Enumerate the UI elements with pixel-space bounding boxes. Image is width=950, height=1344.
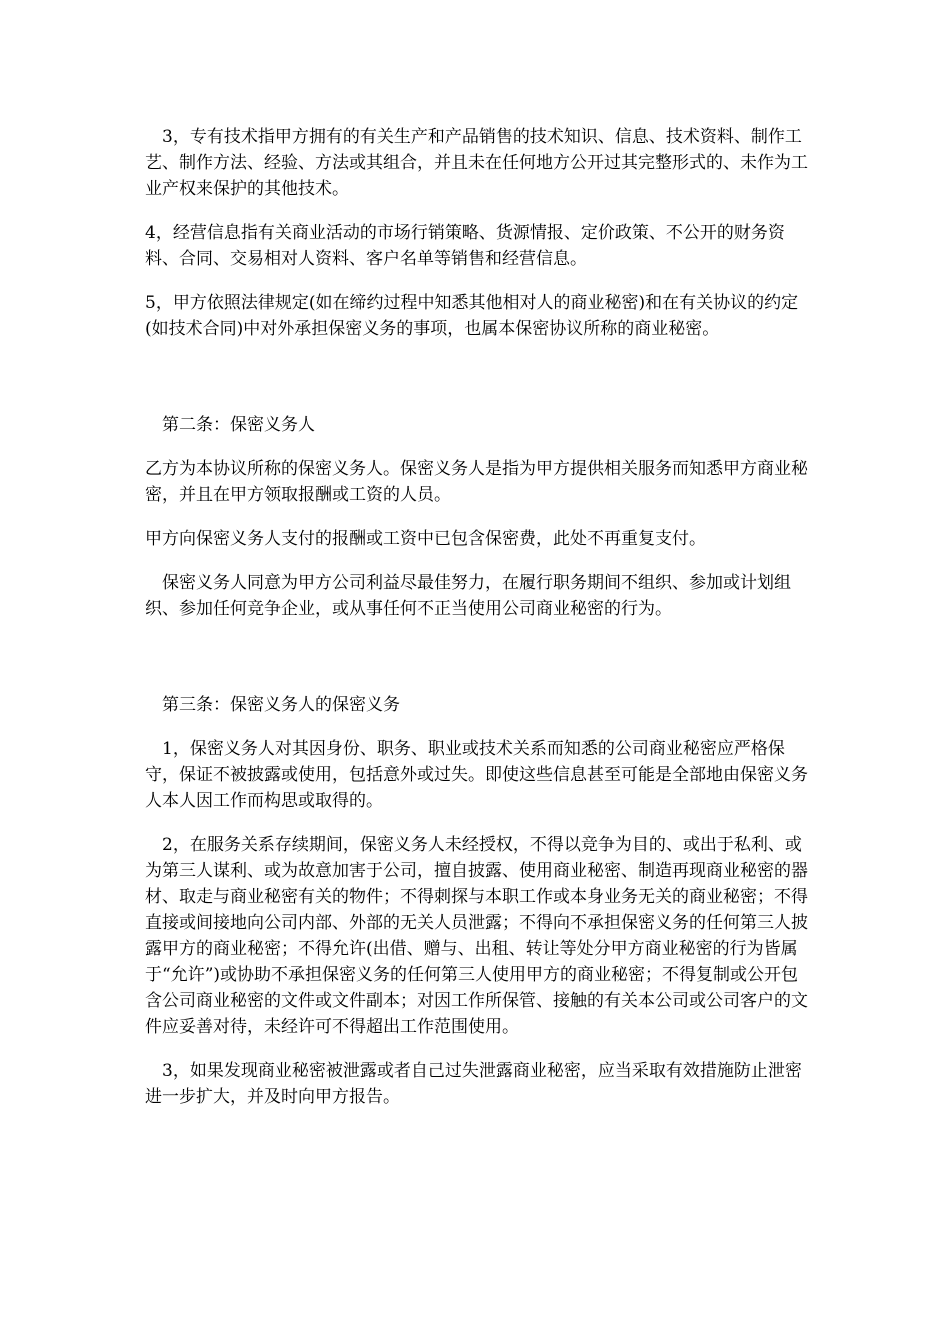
article-3-paragraph-1: 1，保密义务人对其因身份、职务、职业或技术关系而知悉的公司商业秘密应严格保守，保证不被披露或使用，包括意外或过失。即使这些信息甚至可能是全部地由保密义务人本人因工作而构思或取得的。: [145, 739, 808, 811]
article-2-paragraph-non-compete: 保密义务人同意为甲方公司利益尽最佳努力，在履行职务期间不组织、参加或计划组织、参加任何竞争企业，或从事任何不正当使用公司商业秘密的行为。: [145, 573, 791, 619]
article-2-paragraph-definition: 乙方为本协议所称的保密义务人。保密义务人是指为甲方提供相关服务而知悉甲方商业秘密，并且在甲方领取报酬或工资的人员。: [145, 459, 808, 505]
article-3-paragraph-3: 3，如果发现商业秘密被泄露或者自己过失泄露商业秘密，应当采取有效措施防止泄密进一步扩大，并及时向甲方报告。: [145, 1061, 802, 1107]
section-heading-article-2: 第二条：保密义务人: [162, 415, 315, 435]
article-3-paragraph-2: 2，在服务关系存续期间，保密义务人未经授权，不得以竞争为目的、或出于私利、或为第三人谋利、或为故意加害于公司，擅自披露、使用商业秘密、制造再现商业秘密的器材、取走与商业秘密有关的物件；不得刺探与本职工作或本身业务无关的商业秘密；不得直接或间接地向公司内部、外部的无关人员泄露；不得向不承担保密义务的任何第三人披露甲方的商业秘密；不得允许(出借、赠与、出租、转让等处分甲方商业秘密的行为皆属于“允许”)或协助不承担保密义务的任何第三人使用甲方的商业秘密；不得复制或公开包含公司商业秘密的文件或文件副本；对因工作所保管、接触的有关本公司或公司客户的文件应妥善对待，未经许可不得超出工作范围使用。: [145, 835, 808, 1037]
section-spacer: [145, 360, 810, 412]
section-spacer: [145, 640, 810, 692]
clause-paragraph-4-business-info: 4，经营信息指有关商业活动的市场行销策略、货源情报、定价政策、不公开的财务资料、合同、交易相对人资料、客户名单等销售和经营信息。: [145, 223, 785, 269]
clause-paragraph-5-third-party-secrets: 5，甲方依照法律规定(如在缔约过程中知悉其他相对人的商业秘密)和在有关协议的约定(如技术合同)中对外承担保密义务的事项，也属本保密协议所称的商业秘密。: [145, 293, 799, 339]
article-2-paragraph-compensation: 甲方向保密义务人支付的报酬或工资中已包含保密费，此处不再重复支付。: [145, 529, 706, 549]
clause-paragraph-3-know-how: 3，专有技术指甲方拥有的有关生产和产品销售的技术知识、信息、技术资料、制作工艺、制作方法、经验、方法或其组合，并且未在任何地方公开过其完整形式的、未作为工业产权来保护的其他技术。: [145, 127, 808, 199]
section-heading-article-3: 第三条：保密义务人的保密义务: [162, 695, 400, 715]
document-body: [145, 124, 810, 1128]
